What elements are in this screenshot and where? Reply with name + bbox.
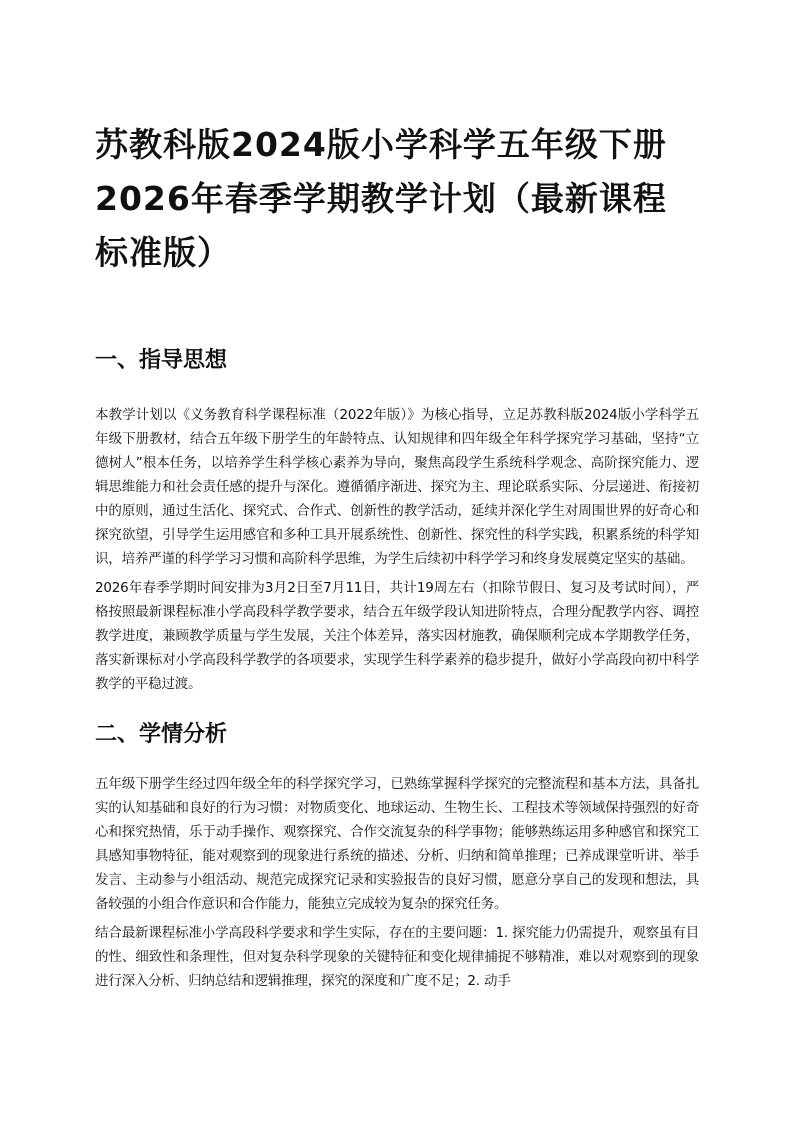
section-heading-guiding-ideology: 一、指导思想 (95, 348, 228, 373)
section-body-guiding-ideology (95, 403, 699, 696)
paragraph: 结合最新课程标准小学高段科学要求和学生实际，存在的主要问题：1. 探究能力仍需提升，观察虽有目的性、细致性和条理性，但对复杂科学现象的关键特征和变化规律捕捉不够精准，难以对观察到的现象进行深入分析、归纳总结和逻辑推理，探究的深度和广度不足；2. 动手 (95, 925, 699, 989)
paragraph: 五年级下册学生经过四年级全年的科学探究学习，已熟练掌握科学探究的完整流程和基本方法，具备扎实的认知基础和良好的行为习惯：对物质变化、地球运动、生物生长、工程技术等领域保持强烈的好奇心和探究热情，乐于动手操作、观察探究、合作交流复杂的科学事物；能够熟练运用多种感官和探究工具感知事物特征，能对观察到的现象进行系统的描述、分析、归纳和简单推理；已养成课堂听讲、举手发言、主动参与小组活动、规范完成探究记录和实验报告的良好习惯，愿意分享自己的发现和想法，具备较强的小组合作意识和合作能力，能独立完成较为复杂的探究任务。 (95, 776, 699, 912)
paragraph: 2026年春季学期时间安排为3月2日至7月11日，共计19周左右（扣除节假日、复习及考试时间），严格按照最新课程标准小学高段科学教学要求，结合五年级学段认知进阶特点，合理分配教学内容、调控教学进度，兼顾教学质量与学生发展，关注个体差异，落实因材施教，确保顺利完成本学期教学任务，落实新课标对小学高段科学教学的各项要求，实现学生科学素养的稳步提升，做好小学高段向初中科学教学的平稳过渡。 (95, 580, 699, 692)
section-body-student-analysis (95, 772, 699, 993)
document-title: 苏教科版2024版小学科学五年级下册2026年春季学期教学计划（最新课程标准版） (95, 125, 667, 272)
section-heading-student-analysis: 二、学情分析 (95, 722, 228, 747)
paragraph: 本教学计划以《义务教育科学课程标准（2022年版）》为核心指导，立足苏教科版2024版小学科学五年级下册教材，结合五年级下册学生的年龄特点、认知规律和四年级全年科学探究学习基础，坚持“立德树人”根本任务，以培养学生科学核心素养为导向，聚焦高段学生系统科学观念、高阶探究能力、逻辑思维能力和社会责任感的提升与深化。遵循循序渐进、探究为主、理论联系实际、分层递进、衔接初中的原则，通过生活化、探究式、合作式、创新性的教学活动，延续并深化学生对周围世界的好奇心和探究欲望，引导学生运用感官和多种工具开展系统性、创新性、探究性的科学实践，积累系统的科学知识，培养严谨的科学学习习惯和高阶科学思维，为学生后续初中科学学习和终身发展奠定坚实的基础。 (95, 407, 699, 567)
